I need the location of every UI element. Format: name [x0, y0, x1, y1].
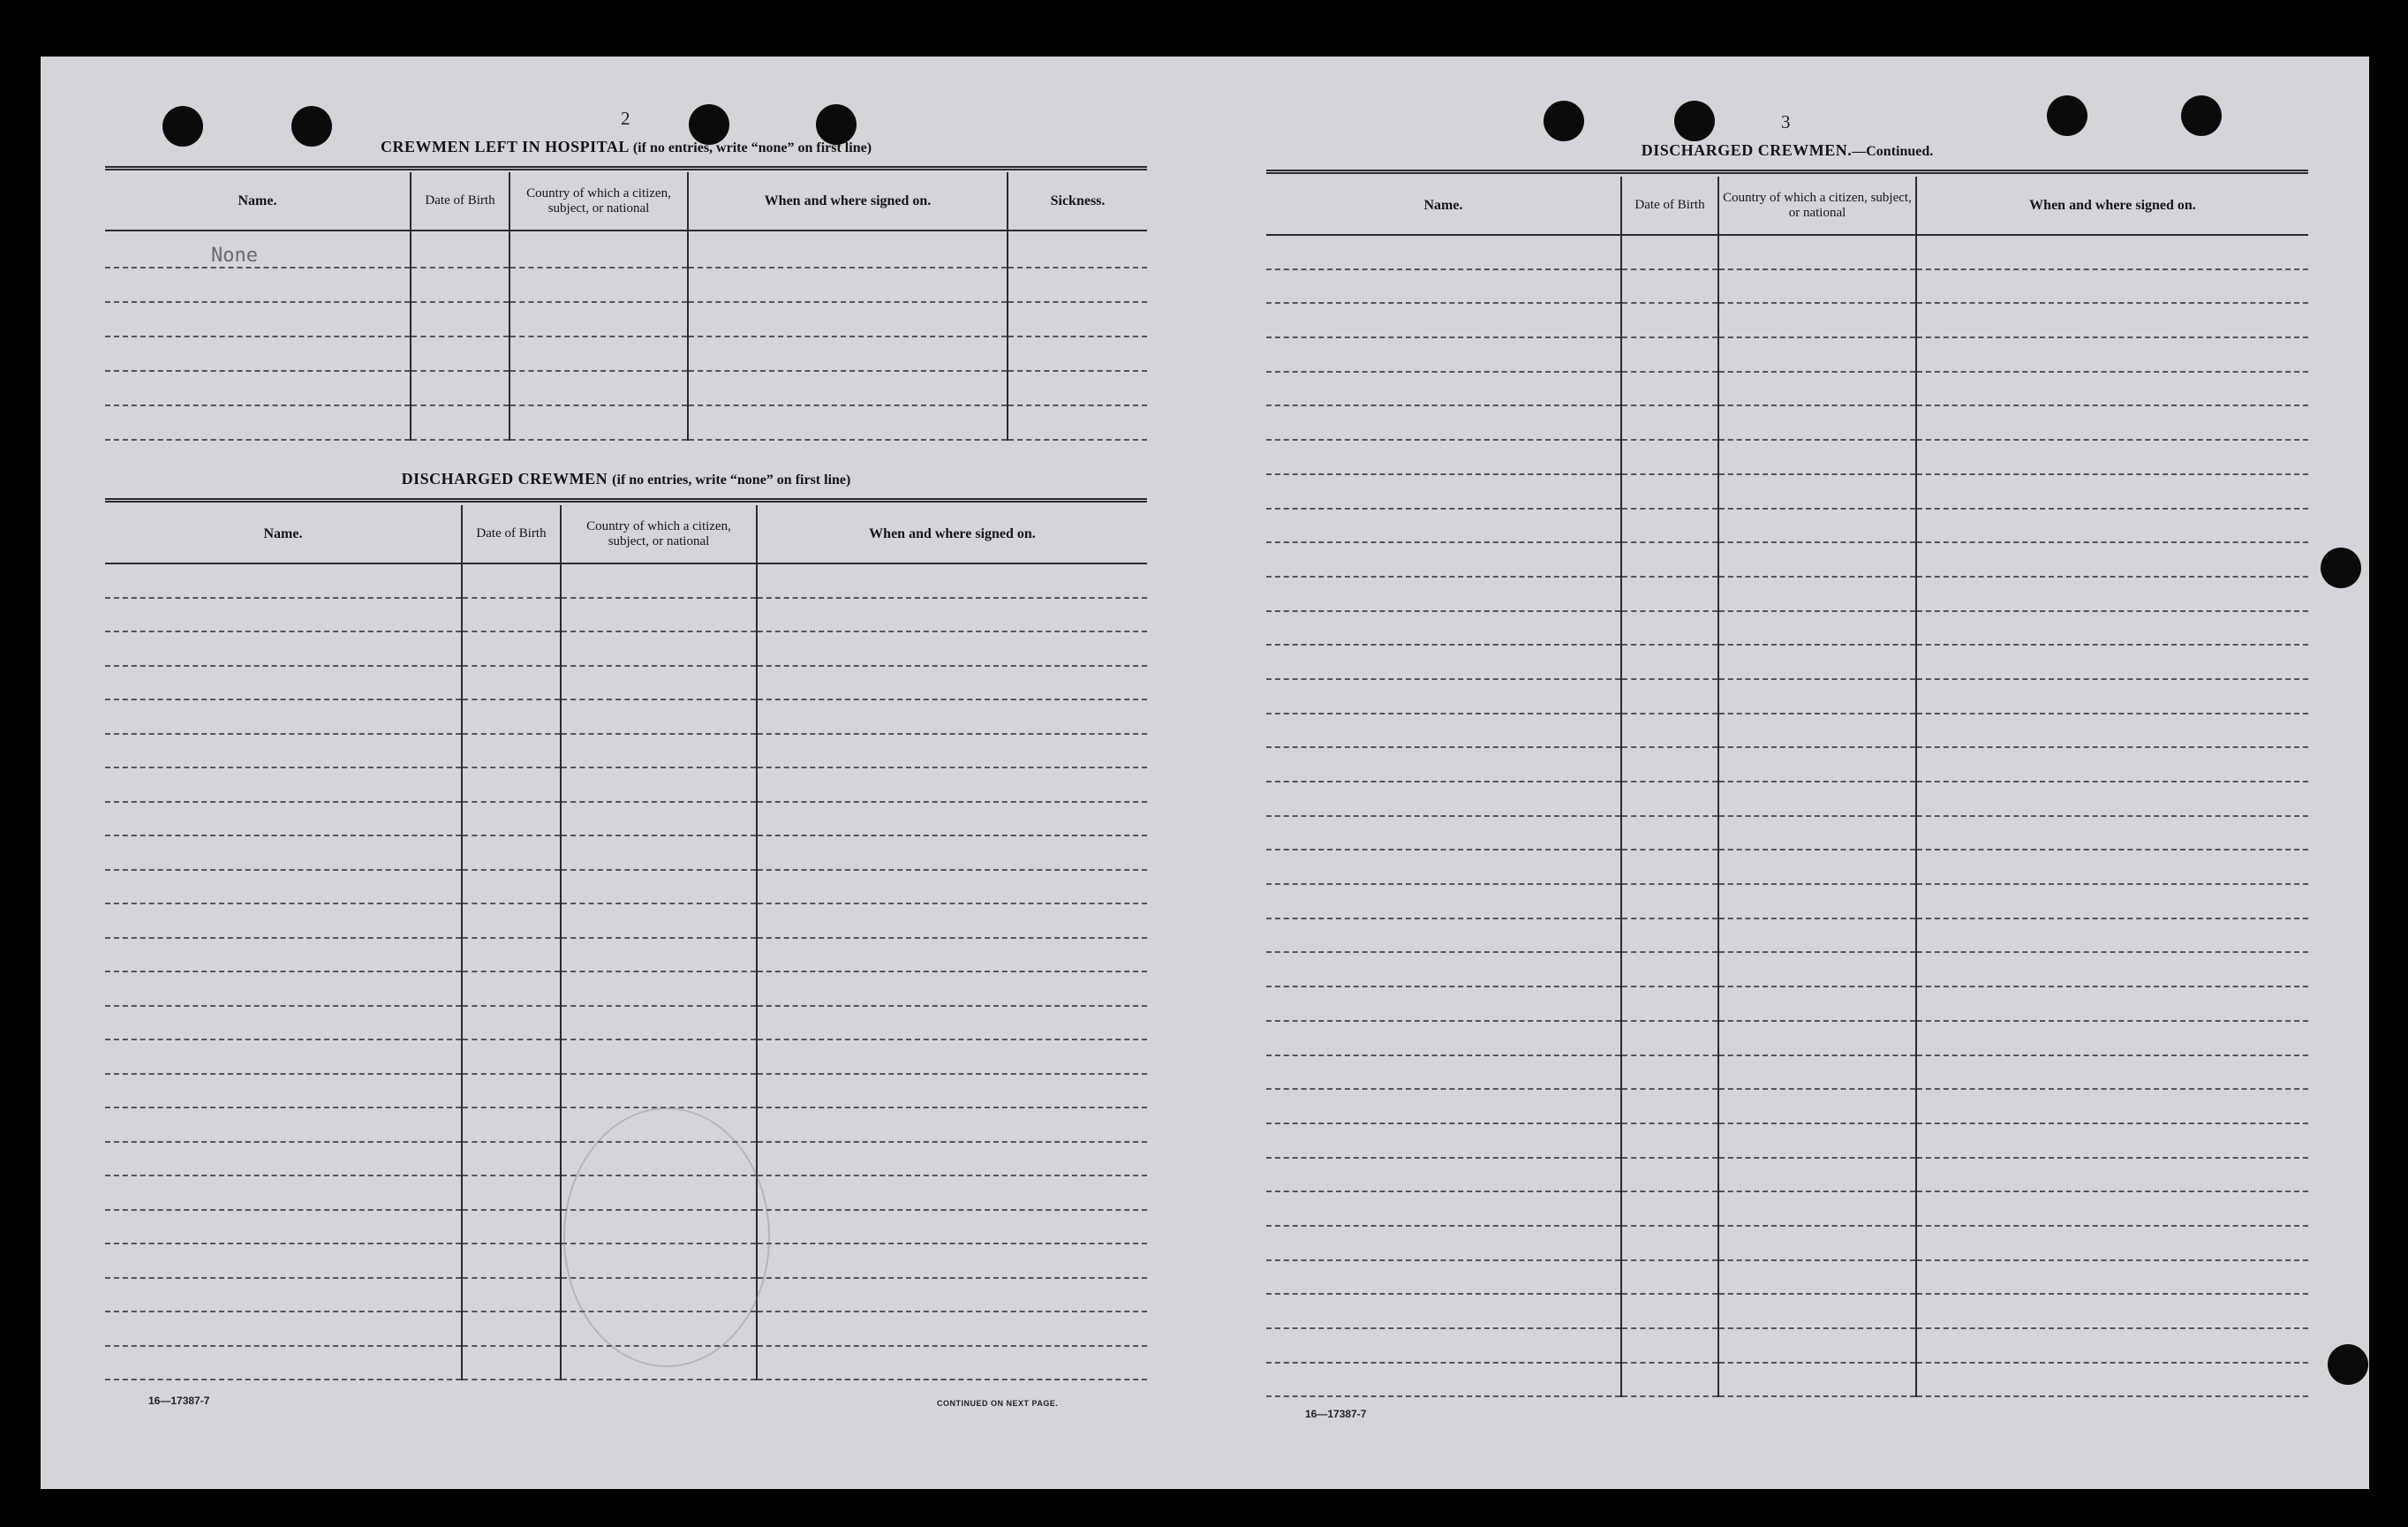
page-number: 2: [621, 108, 630, 129]
punch-hole: [2047, 95, 2087, 136]
table-row: [1266, 952, 2308, 987]
table-row: [105, 231, 1147, 268]
table-row: [1266, 1158, 2308, 1192]
table-row: [105, 938, 1147, 972]
punch-hole: [1674, 101, 1715, 141]
table-row: [1266, 1260, 2308, 1295]
table-row: [1266, 645, 2308, 679]
table-row: [1266, 303, 2308, 337]
right-page: [1201, 57, 2369, 1489]
table-row: [105, 631, 1147, 666]
table-row: [1266, 918, 2308, 953]
discharged-continued-text: DISCHARGED CREWMEN.: [1641, 141, 1853, 159]
column-header-signed-on: When and where signed on.: [688, 172, 1008, 231]
punch-hole: [1544, 101, 1584, 141]
table-row: [1266, 1089, 2308, 1123]
form-code: 16—17387-7: [1305, 1408, 1367, 1420]
table-body: [1266, 235, 2308, 1396]
table-row: [105, 666, 1147, 700]
table-row: [105, 699, 1147, 734]
table-row: [1266, 1191, 2308, 1226]
table-row: [1266, 714, 2308, 748]
table-row: [1266, 1055, 2308, 1090]
table-row: [105, 835, 1147, 870]
hospital-instruction: (if no entries, write “none” on first line): [632, 140, 872, 155]
column-header-date-of-birth: Date of Birth: [411, 172, 510, 231]
hospital-title-text: CREWMEN LEFT IN HOSPITAL: [380, 138, 629, 155]
table-row: [1266, 679, 2308, 714]
column-header-country: Country of which a citizen, subject, or national: [561, 505, 757, 563]
table-row: [1266, 509, 2308, 543]
table-row: [105, 767, 1147, 802]
table-row: [1266, 1021, 2308, 1055]
table-row: [1266, 1294, 2308, 1328]
table-row: [1266, 782, 2308, 816]
table-row: [105, 870, 1147, 904]
table-row: [1266, 440, 2308, 474]
table-row: [105, 598, 1147, 632]
table-row: [105, 268, 1147, 302]
continued-note: CONTINUED ON NEXT PAGE.: [937, 1399, 1059, 1408]
column-header-name: Name.: [105, 505, 462, 563]
table-row: [105, 1074, 1147, 1108]
header-rule: [105, 166, 1147, 170]
form-code: 16—17387-7: [148, 1395, 210, 1407]
discharged-instruction: (if no entries, write “none” on first line): [612, 472, 851, 488]
column-header-date-of-birth: Date of Birth: [1621, 177, 1718, 235]
table-row: [1266, 747, 2308, 782]
table-row: [105, 903, 1147, 938]
column-header-date-of-birth: Date of Birth: [462, 505, 561, 563]
table-row: [105, 1039, 1147, 1074]
table-row: [1266, 850, 2308, 884]
table-row: [1266, 1363, 2308, 1397]
table-row: [105, 971, 1147, 1006]
handwritten-entry: None: [211, 245, 258, 267]
table-row: [105, 405, 1147, 440]
page-number: 3: [1781, 111, 1791, 132]
table-row: [1266, 474, 2308, 509]
discharged-section-title: [105, 470, 1147, 488]
discharged-continued-table: [1266, 177, 2308, 1397]
discharged-continued-title: [1266, 141, 2308, 160]
table-row: [105, 734, 1147, 768]
table-row: [105, 563, 1147, 598]
column-header-country: Country of which a citizen, subject, or national: [510, 172, 688, 231]
table-row: [1266, 884, 2308, 918]
punch-hole: [2181, 95, 2222, 136]
table-row: [1266, 269, 2308, 304]
column-header-name: Name.: [1266, 177, 1621, 235]
column-header-signed-on: When and where signed on.: [1916, 177, 2308, 235]
table-row: [105, 336, 1147, 371]
column-header-country: Country of which a citizen, subject, or national: [1718, 177, 1916, 235]
discharged-title-text: DISCHARGED CREWMEN: [401, 470, 608, 488]
left-page: [41, 57, 1201, 1489]
header-rule: [105, 498, 1147, 503]
table-row: [1266, 577, 2308, 611]
table-row: [1266, 542, 2308, 577]
table-row: [105, 302, 1147, 336]
column-header-signed-on: When and where signed on.: [757, 505, 1147, 563]
punch-hole: [2321, 548, 2361, 588]
table-row: [1266, 611, 2308, 646]
table-row: [1266, 1123, 2308, 1158]
hospital-table: [105, 172, 1147, 441]
table-row: [1266, 235, 2308, 269]
column-header-name: Name.: [105, 172, 411, 231]
header-rule: [1266, 170, 2308, 174]
table-row: [105, 371, 1147, 405]
table-row: [105, 1006, 1147, 1040]
table-row: [1266, 337, 2308, 372]
table-row: [1266, 816, 2308, 850]
column-header-sickness: Sickness.: [1008, 172, 1147, 231]
table-row: [1266, 1226, 2308, 1260]
continued-suffix: —Continued.: [1852, 144, 1934, 159]
table-row: [1266, 372, 2308, 406]
hospital-section-title: [105, 138, 1147, 156]
punch-hole: [2328, 1344, 2368, 1385]
table-row: [1266, 405, 2308, 440]
table-row: [105, 802, 1147, 836]
faint-stamp: [563, 1107, 770, 1367]
table-row: [1266, 1328, 2308, 1363]
table-row: [1266, 987, 2308, 1021]
